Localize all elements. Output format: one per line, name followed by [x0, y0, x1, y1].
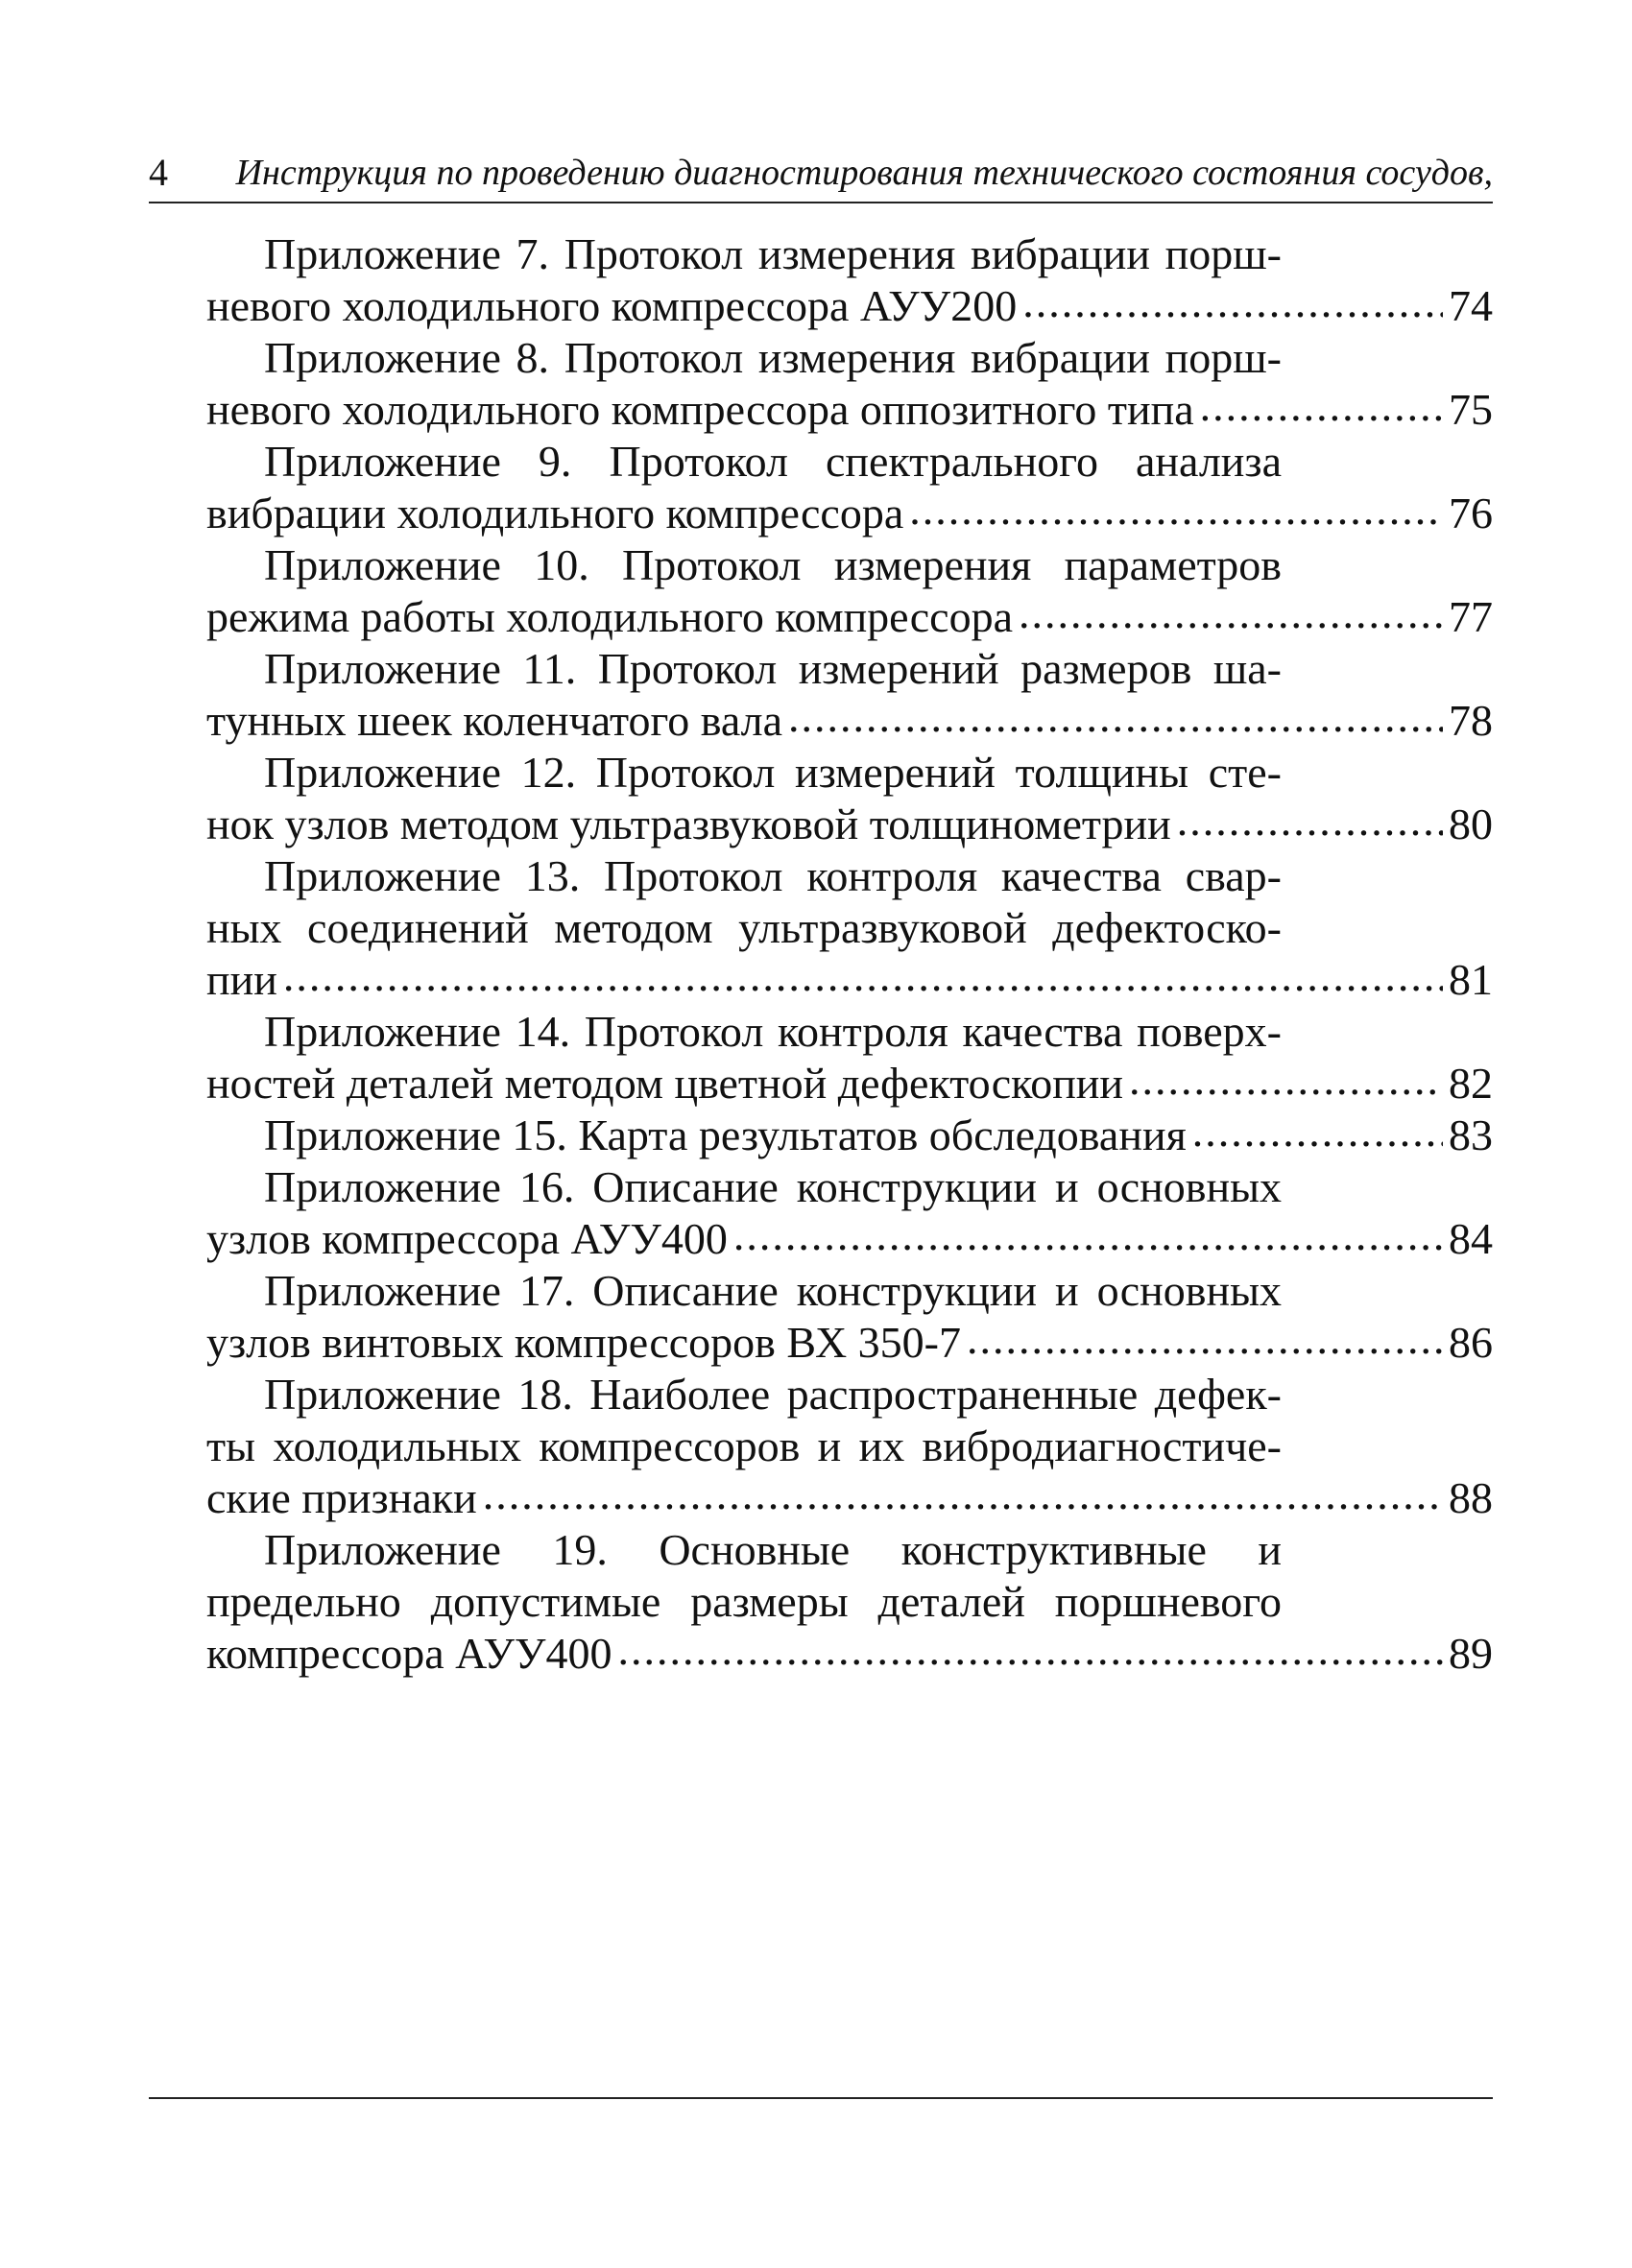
running-title: Инструкция по проведению диагностирования технического состояния сосудов,: [235, 153, 1493, 193]
toc-entry-last-line: [264, 1110, 1493, 1161]
toc-page-number: 78: [1449, 696, 1493, 745]
toc-page-number: 77: [1449, 592, 1493, 641]
toc-entry-last-line: [206, 591, 1493, 643]
toc-entry-last-line: [206, 799, 1493, 850]
dot-leader: [733, 1209, 1443, 1261]
toc-entry-last-line: [206, 1472, 1493, 1524]
toc-entry: [206, 1161, 1493, 1265]
toc-entry-last-line: [206, 1058, 1493, 1110]
dot-leader: [788, 691, 1443, 743]
toc-page-number: 86: [1449, 1318, 1493, 1367]
toc-entry-text-line: Приложение 13. Протокол контроля качества свар-: [264, 851, 1282, 900]
toc-entry-last-line: [206, 280, 1493, 332]
toc-entry-title: ские признаки: [206, 1473, 477, 1522]
toc-entry-text-line: ных соединений методом ультразвуковой дефектоско-: [206, 903, 1282, 952]
toc-entry-title: вибрации холодильного компрессора: [206, 489, 904, 537]
toc-entry-text-line: Приложение 19. Основные конструктивные и: [264, 1525, 1282, 1574]
toc-entry-title: узлов винтовых компрессоров ВХ 350-7: [206, 1318, 961, 1367]
toc-entry-title: компрессора АУУ400: [206, 1629, 612, 1678]
toc-entry-last-line: [206, 1628, 1493, 1680]
toc-entry-title: узлов компрессора АУУ400: [206, 1214, 728, 1263]
toc-page-number: 83: [1449, 1110, 1493, 1159]
toc-page-number: 75: [1449, 385, 1493, 434]
toc-entry: [206, 1369, 1493, 1524]
toc-entry-text-line: Приложение 18. Наиболее распространенные дефек-: [264, 1370, 1282, 1419]
toc-page-number: 76: [1449, 489, 1493, 537]
dot-leader: [909, 484, 1443, 536]
toc-page-number: 88: [1449, 1473, 1493, 1522]
toc-entry-title: Приложение 15. Карта результатов обследования: [264, 1110, 1187, 1159]
toc-page-number: 84: [1449, 1214, 1493, 1263]
dot-leader: [967, 1313, 1443, 1365]
toc-entry-last-line: [206, 954, 1493, 1006]
toc-entry: [206, 1524, 1493, 1680]
toc-page-number: 82: [1449, 1059, 1493, 1108]
dot-leader: [483, 1468, 1443, 1520]
dot-leader: [283, 950, 1443, 1002]
toc-page-number: 74: [1449, 281, 1493, 330]
toc-entry: [206, 1265, 1493, 1369]
toc-entry: [206, 1110, 1493, 1161]
toc-entry-text-line: Приложение 17. Описание конструкции и основных: [264, 1266, 1282, 1315]
toc-entry-title: невого холодильного компрессора оппозитного типа: [206, 385, 1194, 434]
toc-entry-text-line: Приложение 8. Протокол измерения вибрации порш-: [264, 333, 1282, 382]
toc-entry-last-line: [206, 384, 1493, 436]
toc-entry-text-line: Приложение 12. Протокол измерений толщины сте-: [264, 748, 1282, 797]
dot-leader: [1129, 1054, 1443, 1106]
toc-entry-title: нок узлов методом ультразвуковой толщинометрии: [206, 800, 1171, 848]
toc-entry-text-line: Приложение 16. Описание конструкции и основных: [264, 1162, 1282, 1211]
toc-page-number: 89: [1449, 1629, 1493, 1678]
toc-entry-last-line: [206, 695, 1493, 747]
toc-entry: [206, 643, 1493, 747]
dot-leader: [1022, 276, 1443, 328]
toc-entry: [206, 539, 1493, 643]
toc-entry-last-line: [206, 488, 1493, 539]
toc-entry-text-line: Приложение 9. Протокол спектрального анализа: [264, 437, 1282, 486]
toc-entry: [206, 850, 1493, 1006]
toc-entry-text-line: предельно допустимые размеры деталей поршневого: [206, 1577, 1282, 1626]
dot-leader: [1019, 587, 1443, 639]
toc-entry-text-line: Приложение 11. Протокол измерений размеров ша-: [264, 644, 1282, 693]
toc-entry: [206, 747, 1493, 850]
toc-entry-title: режима работы холодильного компрессора: [206, 592, 1013, 641]
toc-entry: [206, 436, 1493, 539]
toc-entry: [206, 332, 1493, 436]
toc-entry-title: пии: [206, 955, 277, 1004]
toc-entry-title: ностей деталей методом цветной дефектоскопии: [206, 1059, 1124, 1108]
page-header: [149, 144, 1493, 203]
toc-entry: [206, 228, 1493, 332]
toc-entry-title: невого холодильного компрессора АУУ200: [206, 281, 1018, 330]
toc-entry-last-line: [206, 1213, 1493, 1265]
page-number: 4: [149, 151, 168, 194]
toc-entry-last-line: [206, 1317, 1493, 1369]
toc-page-number: 80: [1449, 800, 1493, 848]
toc-entry-text-line: Приложение 7. Протокол измерения вибрации порш-: [264, 229, 1282, 278]
bottom-rule: [149, 2097, 1493, 2099]
toc-entry-text-line: Приложение 14. Протокол контроля качества поверх-: [264, 1007, 1282, 1056]
toc-page-number: 81: [1449, 955, 1493, 1004]
toc-entry-text-line: Приложение 10. Протокол измерения параметров: [264, 540, 1282, 589]
toc-entry-title: тунных шеек коленчатого вала: [206, 696, 783, 745]
dot-leader: [618, 1624, 1444, 1676]
toc-entry-text-line: ты холодильных компрессоров и их вибродиагностиче-: [206, 1421, 1282, 1470]
dot-leader: [1200, 380, 1443, 432]
toc-entry: [206, 1006, 1493, 1110]
dot-leader: [1192, 1106, 1443, 1158]
dot-leader: [1177, 795, 1443, 847]
table-of-contents: [206, 228, 1493, 1680]
